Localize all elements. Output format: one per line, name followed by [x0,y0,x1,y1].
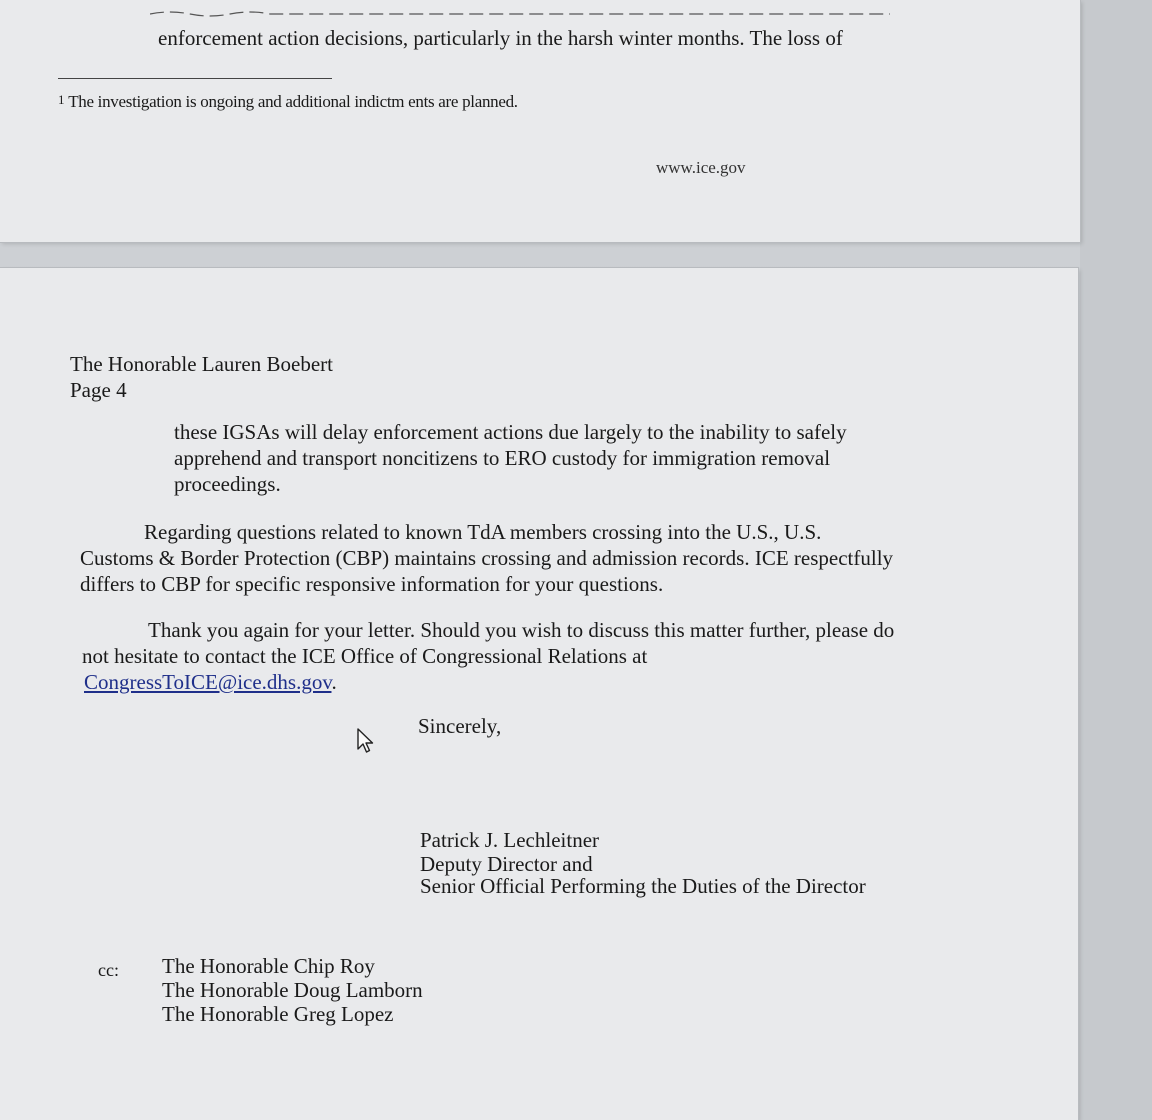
paragraph3-line: Thank you again for your letter. Should you wish to discuss this matter further, please do [148,618,895,642]
mouse-pointer-icon [356,728,374,754]
cc-recipient: The Honorable Chip Roy [162,954,375,978]
contact-line [84,670,337,694]
paragraph1-line: proceedings. [174,472,281,496]
addressee-header: The Honorable Lauren Boebert [70,352,333,376]
paragraph2-line: Customs & Border Protection (CBP) maintains crossing and admission records. ICE respectfully [80,546,894,570]
paragraph2-line: differs to CBP for specific responsive information for your questions. [80,572,664,596]
paragraph-tail: enforcement action decisions, particularly in the harsh winter months. The loss of [158,26,843,50]
footnote [58,90,518,114]
footer-url: www.ice.gov [656,158,746,177]
signatory-title: Senior Official Performing the Duties of the Director [420,874,866,898]
cc-recipient: The Honorable Greg Lopez [162,1002,394,1026]
footnote-number: 1 [58,92,65,107]
footnote-text: The investigation is ongoing and additional indictm ents are planned. [68,92,518,111]
signatory-name: Patrick J. Lechleitner [420,828,600,852]
cc-label: cc: [98,960,119,980]
cut-off-text-line [150,8,890,18]
footnote-separator [58,78,332,79]
paragraph1-line: these IGSAs will delay enforcement actions due largely to the inability to safely [174,420,847,444]
document-page-4 [0,268,1078,1120]
page-number-label: Page 4 [70,378,127,402]
document-page-3 [0,0,1080,242]
contact-email-suffix: . [331,670,337,694]
viewer-margin [1080,0,1152,1120]
paragraph2-line: Regarding questions related to known TdA members crossing into the U.S., U.S. [144,520,822,544]
contact-email-link[interactable]: CongressToICE@ice.dhs.gov [84,670,332,694]
cc-recipient: The Honorable Doug Lamborn [162,978,423,1002]
paragraph3-line: not hesitate to contact the ICE Office of Congressional Relations at [82,644,648,668]
signatory-title: Deputy Director and [420,852,593,876]
closing: Sincerely, [418,714,502,738]
paragraph1-line: apprehend and transport noncitizens to ERO custody for immigration removal [174,446,831,470]
